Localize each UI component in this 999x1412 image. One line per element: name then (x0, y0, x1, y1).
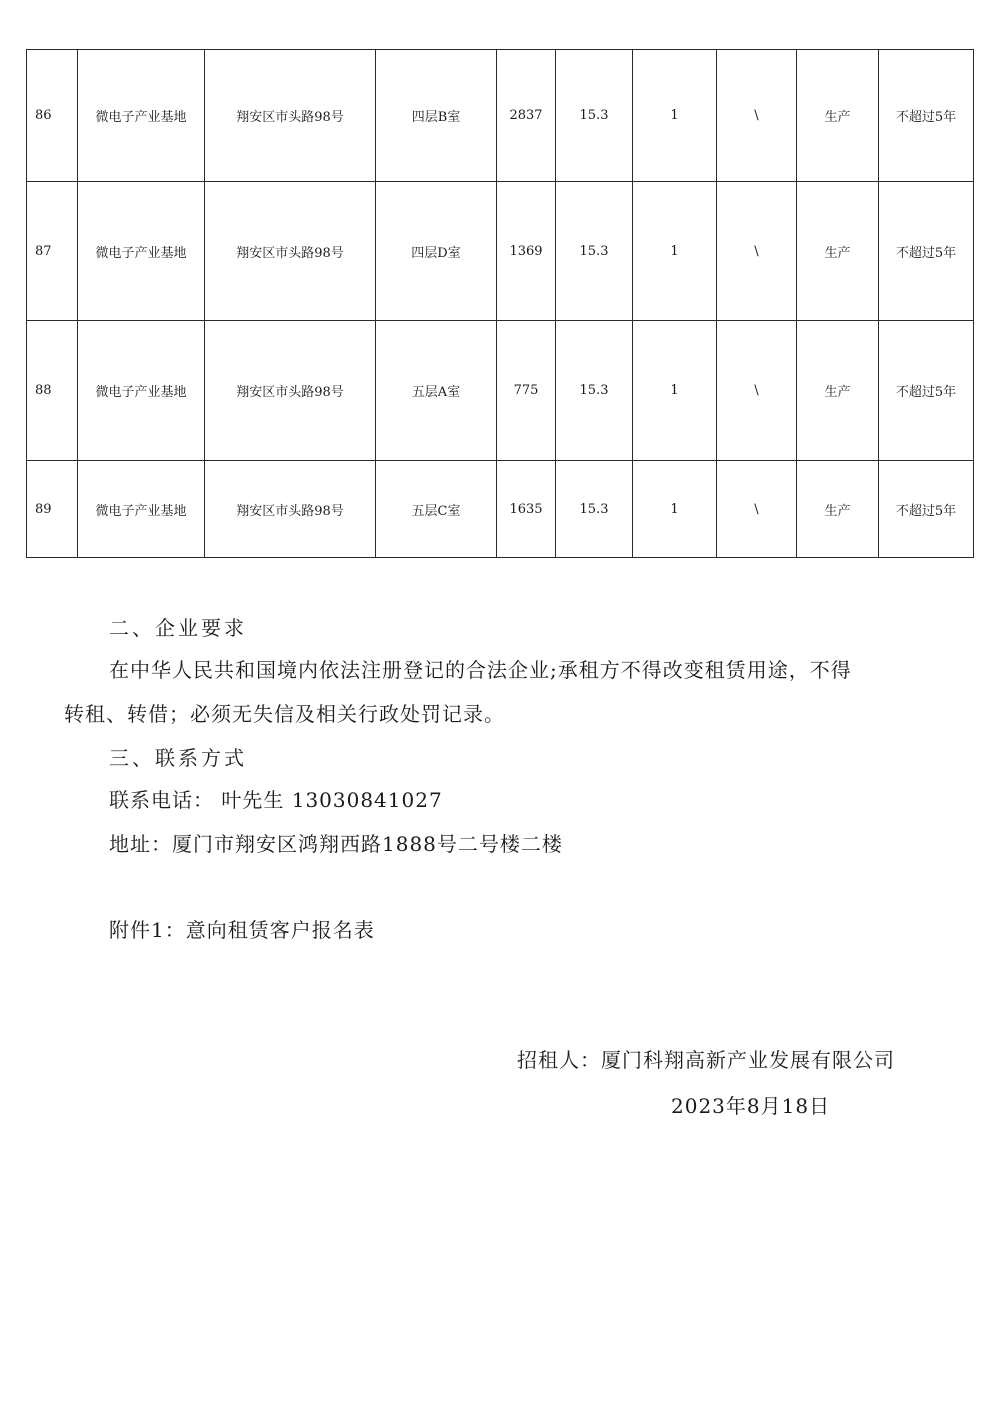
cell-room: 五层A室 (376, 321, 497, 461)
cell-base: 微电子产业基地 (78, 182, 205, 321)
cell-base: 微电子产业基地 (78, 50, 205, 182)
cell-no: 88 (27, 321, 78, 461)
cell-room: 四层B室 (376, 50, 497, 182)
cell-area: 1369 (497, 182, 556, 321)
cell-no: 89 (27, 461, 78, 558)
listing-table (26, 49, 974, 558)
cell-price: 15.3 (556, 182, 633, 321)
cell-other: \ (717, 321, 797, 461)
cell-room: 五层C室 (376, 461, 497, 558)
cell-other: \ (717, 182, 797, 321)
cell-use: 生产 (797, 182, 879, 321)
requirements-line-1: 在中华人民共和国境内依法注册登记的合法企业;承租方不得改变租赁用途，不得 (109, 658, 852, 682)
contact-heading: 三、联系方式 (109, 746, 247, 770)
cell-term: 不超过5年 (879, 50, 974, 182)
cell-area: 1635 (497, 461, 556, 558)
contact-phone: 联系电话： 叶先生 13030841027 (109, 788, 443, 812)
cell-term: 不超过5年 (879, 461, 974, 558)
cell-use: 生产 (797, 461, 879, 558)
table-row (27, 50, 974, 182)
contact-address: 地址：厦门市翔安区鸿翔西路1888号二号楼二楼 (109, 832, 563, 856)
table-row (27, 182, 974, 321)
cell-area: 775 (497, 321, 556, 461)
cell-address: 翔安区市头路98号 (205, 50, 376, 182)
cell-term: 不超过5年 (879, 182, 974, 321)
cell-base: 微电子产业基地 (78, 461, 205, 558)
cell-price: 15.3 (556, 461, 633, 558)
requirements-line-2: 转租、转借；必须无失信及相关行政处罚记录。 (64, 702, 505, 726)
cell-use: 生产 (797, 321, 879, 461)
cell-address: 翔安区市头路98号 (205, 461, 376, 558)
cell-address: 翔安区市头路98号 (205, 182, 376, 321)
cell-no: 87 (27, 182, 78, 321)
cell-other: \ (717, 50, 797, 182)
attachment-note: 附件1：意向租赁客户报名表 (109, 918, 375, 942)
table-body (27, 50, 974, 558)
cell-area: 2837 (497, 50, 556, 182)
signature-date: 2023年8月18日 (671, 1094, 831, 1118)
cell-price: 15.3 (556, 321, 633, 461)
cell-use: 生产 (797, 50, 879, 182)
cell-base: 微电子产业基地 (78, 321, 205, 461)
cell-price: 15.3 (556, 50, 633, 182)
requirements-heading: 二、企业要求 (109, 616, 247, 640)
cell-term: 不超过5年 (879, 321, 974, 461)
cell-address: 翔安区市头路98号 (205, 321, 376, 461)
cell-room: 四层D室 (376, 182, 497, 321)
cell-count: 1 (633, 182, 717, 321)
lessor-signature: 招租人：厦门科翔高新产业发展有限公司 (517, 1048, 895, 1072)
cell-count: 1 (633, 461, 717, 558)
cell-count: 1 (633, 321, 717, 461)
table-row (27, 321, 974, 461)
cell-count: 1 (633, 50, 717, 182)
cell-other: \ (717, 461, 797, 558)
table-row (27, 461, 974, 558)
cell-no: 86 (27, 50, 78, 182)
